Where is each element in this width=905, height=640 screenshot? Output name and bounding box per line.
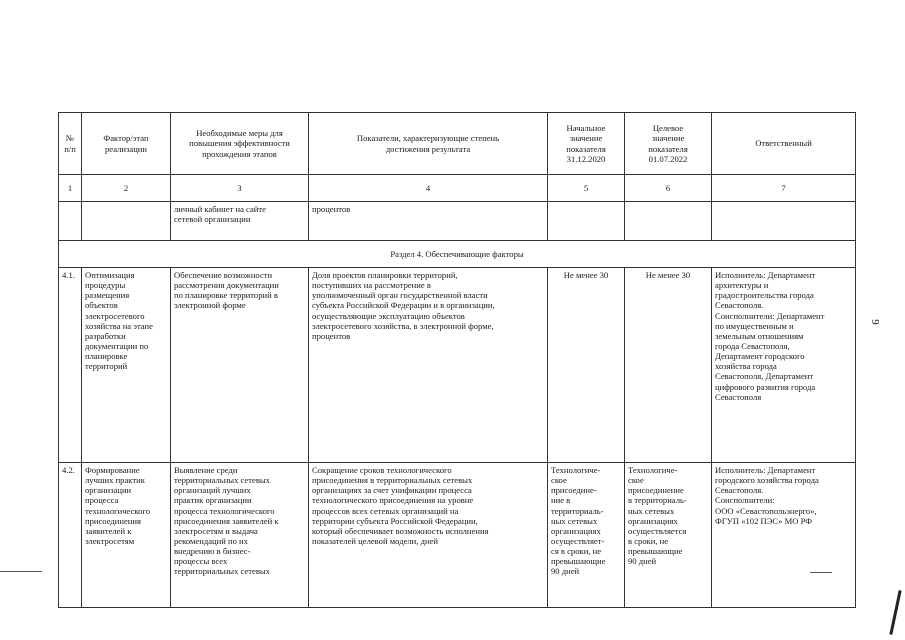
row-initial-value: Не менее 30 xyxy=(548,268,625,463)
header-responsible: Ответственный xyxy=(712,113,856,175)
column-number: 7 xyxy=(712,175,856,202)
column-number: 4 xyxy=(309,175,548,202)
table-cell xyxy=(712,202,856,241)
column-number: 2 xyxy=(82,175,171,202)
table-cell xyxy=(59,202,82,241)
continuation-indicators: процентов xyxy=(309,202,548,241)
row-initial-value: Технологиче- ское присоедине- ние в территориаль- ных сетевых организациях осуществляет- ся в сроки, не превышающие 90 дней xyxy=(548,463,625,608)
measures-table xyxy=(58,112,856,608)
header-target: Целевое значение показателя 01.07.2022 xyxy=(625,113,712,175)
scan-artifact-left xyxy=(0,571,42,572)
row-responsible: Исполнитель: Департамент городского хозяйства города Севастополя. Соисполнители: ООО «Севастопольэнерго», ФГУП «102 ПЭС» МО РФ xyxy=(712,463,856,608)
table-row xyxy=(59,463,856,608)
row-target-value: Технологиче- ское присоединение в территориаль- ных сетевых организациях осуществляется в сроки, не превышающие 90 дней xyxy=(625,463,712,608)
header-indicators: Показатели, характеризующие степень достижения результата xyxy=(309,113,548,175)
scan-artifact-bottom xyxy=(810,572,832,573)
row-number: 4.1. xyxy=(59,268,82,463)
page-number: 9 xyxy=(868,319,881,325)
header-row xyxy=(59,113,856,175)
column-number: 3 xyxy=(171,175,309,202)
column-number: 1 xyxy=(59,175,82,202)
header-initial: Начальное значение показателя 31.12.2020 xyxy=(548,113,625,175)
row-factor: Оптимизация процедуры размещения объектов электросетевого хозяйства на этапе разработки документации по планировке территорий xyxy=(82,268,171,463)
column-numbers-row xyxy=(59,175,856,202)
table-cell xyxy=(625,202,712,241)
row-indicators: Доля проектов планировки территорий, поступивших на рассмотрение в уполномоченный орган государственной власти субъекта Российской Федерации и в организации, осуществляющие эксплуатацию объектов электросетевого хозяйства, в электронной форме, процентов xyxy=(309,268,548,463)
row-factor: Формирование лучших практик организации процесса технологического присоединения заявителей к электросетям xyxy=(82,463,171,608)
table-row xyxy=(59,268,856,463)
column-number: 5 xyxy=(548,175,625,202)
row-target-value: Не менее 30 xyxy=(625,268,712,463)
column-number: 6 xyxy=(625,175,712,202)
row-measures: Обеспечение возможности рассмотрения документации по планировке территорий в электронной форме xyxy=(171,268,309,463)
section-title: Раздел 4. Обеспечивающие факторы xyxy=(59,241,856,268)
header-num: № п/п xyxy=(59,113,82,175)
row-number: 4.2. xyxy=(59,463,82,608)
scan-artifact-right xyxy=(889,590,901,635)
row-indicators: Сокращение сроков технологического присоединения в территориальных сетевых организациях за счет унификации процесса технологического присоединения на уровне процессов всех сетевых организаций на территории субъекта Российской Федерации, который обеспечивает возможность исполнения показателей целевой модели, дней xyxy=(309,463,548,608)
header-measures: Необходимые меры для повышения эффективности прохождения этапов xyxy=(171,113,309,175)
section-row xyxy=(59,241,856,268)
table-cell xyxy=(82,202,171,241)
header-factor: Фактор/этап реализации xyxy=(82,113,171,175)
row-responsible: Исполнитель: Департамент архитектуры и градостроительства города Севастополя. Соисполнители: Департамент по имущественным и земельным отношениям города Севастополя, Департамент городского хозяйства города Севастополя, Департамент цифрового развития города Севастополя xyxy=(712,268,856,463)
continuation-row xyxy=(59,202,856,241)
continuation-measures: личный кабинет на сайте сетевой организации xyxy=(171,202,309,241)
row-measures: Выявление среди территориальных сетевых организаций лучших практик организации процесса технологического присоединения заявителей к электросетям и выдача рекомендаций по их внедрению в бизнес- процессы всех территориальных сетевых xyxy=(171,463,309,608)
table-cell xyxy=(548,202,625,241)
